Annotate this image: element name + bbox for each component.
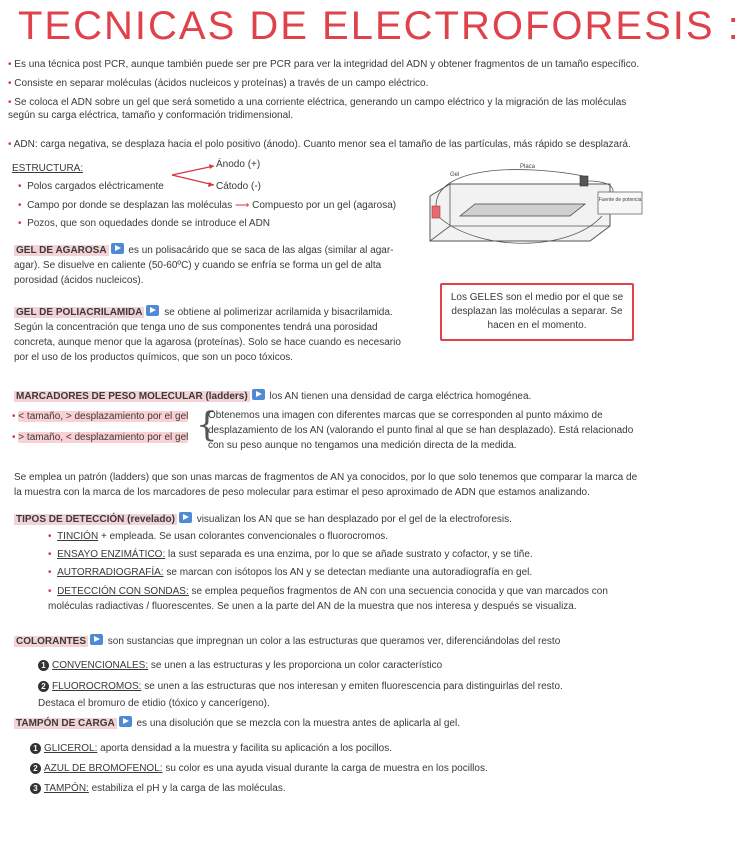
- adn-line: • ADN: carga negativa, se desplaza hacia el polo positivo (ánodo). Cuanto menor sea el tamaño de las partículas, más rápido se desplazará.: [8, 139, 631, 150]
- catodo-label: Cátodo (-): [216, 181, 262, 192]
- geles-note-box: Los GELES son el medio por el que se desplazan las moléculas a separar. Se hacen en el momento.: [440, 283, 634, 341]
- fuente-label: Fuente de potencia: [598, 197, 642, 203]
- anodo-label: Ánodo (+): [216, 159, 261, 170]
- estructura-heading: ESTRUCTURA:: [12, 163, 84, 174]
- arrow-icon: [119, 716, 132, 727]
- deteccion-heading: TIPOS DE DETECCIÓN (revelado): [16, 514, 175, 525]
- power-source-box: [598, 192, 642, 214]
- marcadores-heading: MARCADORES DE PESO MOLECULAR (ladders): [16, 391, 248, 402]
- agarosa-section: GEL DE AGAROSA es un polisacárido que se saca de las algas (similar al agar-agar). Se disuelve en caliente (50-60ºC) y cuando se enfría se forma un gel de alta porosidad (ácidos nucleicos).: [14, 245, 394, 286]
- intro-item-1: • Es una técnica post PCR, aunque también puede ser pre PCR para ver la integridad del ADN y obtener fragmentos de un tamaño específico.: [8, 59, 640, 70]
- colorantes-heading: COLORANTES: [16, 636, 86, 647]
- deteccion-item-3: • AUTORRADIOGRAFÍA: se marcan con isótopos los AN y se detectan mediante una autoradiografía en gel.: [48, 567, 533, 578]
- tampon-header: TAMPÓN DE CARGA es una disolución que se mezcla con la muestra antes de aplicarla al gel.: [16, 718, 461, 729]
- colorantes-item-1: 1 CONVENCIONALES: se unen a las estructuras y les proporciona un color característico: [38, 659, 442, 672]
- placa-diagram-label: Placa: [520, 164, 536, 170]
- colorantes-item-2: 2 FLUOROCROMOS: se unen a las estructuras que nos interesan y emiten fluorescencia para distinguirlas del resto. Destaca el bromuro de etidio (tóxico y cancerígeno).: [38, 681, 563, 709]
- page-title: TECNICAS DE ELECTROFORESIS :: [18, 4, 741, 48]
- arrow-icon: [111, 243, 124, 254]
- estructura-item-3: • Pozos, que son oquedades donde se introduce el ADN: [18, 218, 271, 229]
- deteccion-item-2: • ENSAYO ENZIMÁTICO: la sust separada es una enzima, por lo que se añade sustrato y cofactor, y se tiñe.: [48, 549, 533, 560]
- poliacrilamida-heading: GEL DE POLIACRILAMIDA: [16, 307, 143, 318]
- marcadores-right: Obtenemos una imagen con diferentes marcas que se corresponden al punto máximo de desplazamiento de los AN (valorando el punto final al que se han desplazado). Está relacionado con su peso aunque no tengamos una medición directa de la medida.: [208, 410, 634, 451]
- tampon-item-3: 3 TAMPÓN: estabiliza el pH y la carga de las moléculas.: [30, 782, 286, 795]
- electrophoresis-diagram: [420, 156, 646, 256]
- estructura-item-2: • Campo por donde se desplazan las moléculas ⟶ Compuesto por un gel (agarosa): [18, 200, 397, 211]
- gel-diagram-label: Gel: [450, 172, 460, 178]
- electrode-anode-icon: [432, 206, 440, 218]
- deteccion-item-4: • DETECCIÓN CON SONDAS: se emplea pequeños fragmentos de AN con una secuencia conocida y que van marcados con moléculas radiactivas / fluorescentes. Se unen a la parte del AN de la muestra que nos interesa y después se visualiza.: [48, 586, 608, 612]
- intro-item-2: • Consiste en separar moléculas (ácidos nucleicos y proteínas) a través de un campo eléctrico.: [8, 78, 429, 89]
- colorantes-header: COLORANTES son sustancias que impregnan un color a las estructuras que queramos ver, diferenciándolas del resto: [16, 636, 561, 647]
- estructura-item-1: • Polos cargados eléctricamente: [18, 181, 164, 192]
- tampon-heading: TAMPÓN DE CARGA: [16, 718, 115, 729]
- tampon-item-2: 2 AZUL DE BROMOFENOL: su color es una ayuda visual durante la carga de muestra en los pocillos.: [30, 762, 488, 775]
- arrow-icon: [90, 634, 103, 645]
- poliacrilamida-section: GEL DE POLIACRILAMIDA se obtiene al polimerizar acrilamida y bisacrilamida. Según la concentración que tenga uno de sus componentes tendrá una porosidad concreta, aunque menor que la agarosa (proteínas). Solo se hace cuando es necesario por el uso de los productos químicos, que son un poco tóxicos.: [14, 307, 401, 363]
- marcadores-left-1: • < tamaño, > desplazamiento por el gel: [12, 411, 189, 422]
- deteccion-header: TIPOS DE DETECCIÓN (revelado) visualizan los AN que se han desplazado por el gel de la electroforesis.: [16, 514, 512, 525]
- arrow-icon: [146, 305, 159, 316]
- brace-icon: {: [196, 405, 218, 445]
- marcadores-left-2: • > tamaño, < desplazamiento por el gel: [12, 432, 189, 443]
- tampon-item-1: 1 GLICEROL: aporta densidad a la muestra y facilita su aplicación a los pocillos.: [30, 742, 392, 755]
- marcadores-header: MARCADORES DE PESO MOLECULAR (ladders) los AN tienen una densidad de carga eléctrica homogénea.: [16, 391, 532, 402]
- deteccion-item-1: • TINCIÓN + empleada. Se usan colorantes convencionales o fluorocromos.: [48, 531, 389, 542]
- electrode-cathode-icon: [580, 176, 588, 186]
- polos-arrows-icon: [170, 160, 220, 190]
- marcadores-patron: Se emplea un patrón (ladders) que son unas marcas de fragmentos de AN ya conocidos, por lo que solo tenemos que comparar la marca de la muestra con la marca de los marcadores de peso molecular para estimar el peso aproximado de ADN que estamos analizando.: [14, 472, 638, 498]
- arrow-icon: [252, 389, 265, 400]
- agarosa-heading: GEL DE AGAROSA: [16, 245, 107, 256]
- arrow-icon: [179, 512, 192, 523]
- intro-item-3: • Se coloca el ADN sobre un gel que será sometido a una corriente eléctrica, generando un campo eléctrico y la migración de las moléculas según su carga eléctrica, tamaño y conformación tridimensional.: [8, 97, 627, 121]
